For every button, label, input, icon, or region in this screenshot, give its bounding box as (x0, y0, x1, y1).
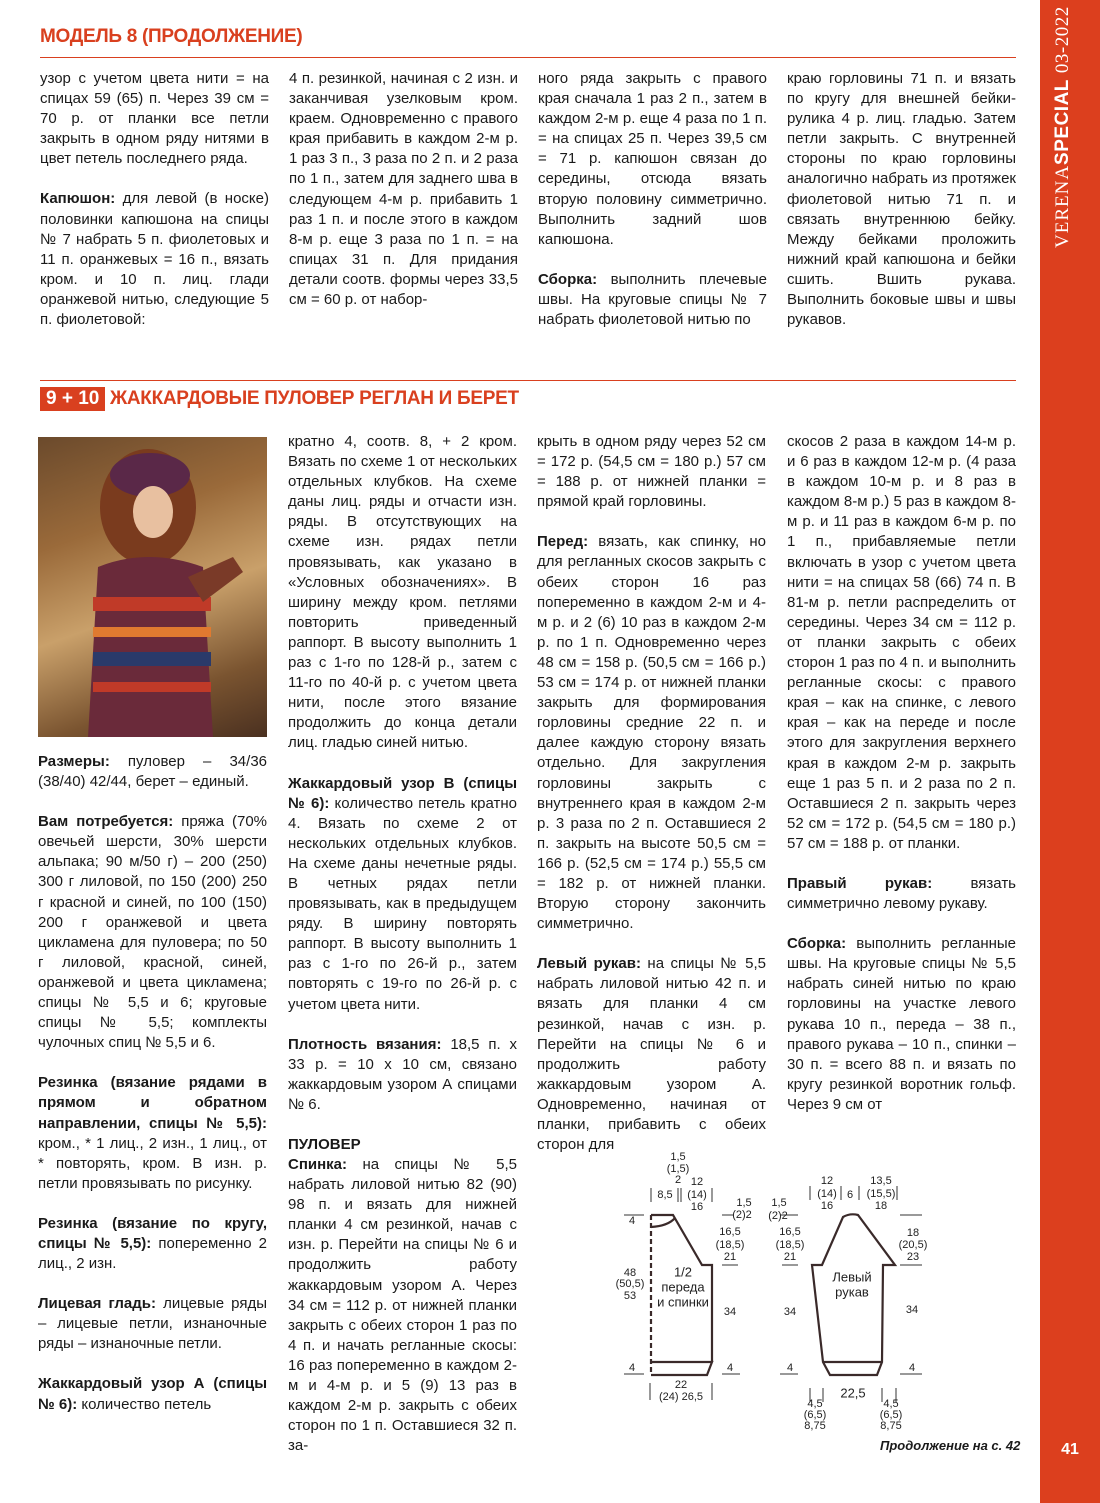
page-number: 41 (1061, 1441, 1079, 1458)
paragraph-lead: Размеры: (38, 753, 110, 770)
piece-label: рукав (835, 1284, 869, 1300)
sleeve-dimension-labels (768, 1175, 927, 1432)
dim-label: 12 (820, 1174, 834, 1187)
dim-label: 4 (628, 1214, 636, 1227)
paragraph-lead: Перед: (537, 533, 589, 551)
dim-label: (50,5) (615, 1277, 645, 1290)
paragraph-text: выполнить плечевые швы. На круговые спицы № 7 набрать фиолетовой нитью по (538, 270, 767, 329)
dim-label: (14) (687, 1188, 707, 1201)
dim-label: 21 (723, 1250, 737, 1263)
paragraph-text: количество петель (81, 1395, 212, 1413)
paragraph-text: скосов 2 раза в каждом 14-м р. и 6 раз в каждом 12-м р. (4 раза в каждом 10-м р. и 8 раз в каждом 8-м р.) 5 раз в каждом 8-м р. и 11 раз в каждом 6-м р. по 1 п., прибавляемые петли включать в узор с учетом цвета нити = на спицах 58 (66) 74 п. В 81-м р. петли распределить от середины. Через 34 см = 112 р. от планки закрыть с обеих сторон 1 раз по 4 п. и выполнить регланные скосы: с правого края – как на спинке, с левого края – как на переде и после этого для закругления верхнего края в каждом 2-м р. закрыть еще 1 раз 5 п. и 2 раза по 2 п. Оставшиеся 2 п. закрыть через 52 см = 172 р. (54,5 см = 180 р.) 57 см = 188 р. от планки. (787, 433, 1016, 852)
model-number-badge: 9 + 10 (40, 387, 105, 411)
paragraph-text: 4 п. резинкой, начиная с 2 изн. и заканчивая узелковым кром. краем. Одновременно с правого края прибавить в каждом 2-м р. 1 раз 3 п., 3 раза по 2 п. и 2 раза по 1 п., затем для заднего шва в следующем 4-м р. прибавить 1 раз 1 п. и после этого в каждом 8-м р. еще 3 раза по 1 п. = на спицах 31 п. Для придания детали соотв. формы через 33,5 см = 60 р. от набор- (289, 70, 518, 309)
paragraph-text: 18,5 п. х 33 р. = 10 х 10 см, связано жаккардовым узором А спицами № 6. (288, 1035, 517, 1113)
neckline (651, 1218, 675, 1227)
dim-label: (6,5) (803, 1408, 827, 1421)
dim-label: 4,5 (883, 1397, 899, 1410)
dim-label: 4 (908, 1361, 916, 1374)
dim-label: 13,5 (870, 1174, 892, 1187)
paragraph-text: вязать, как спинку, но для регланных скосов закрыть с обеих сторон 16 раз попеременно в каждом 2-м и 4-м р. и 2 (6) 10 раз в каждом 2-м р. по 1 п. Одновременно через 48 см = 158 р. (50,5 см = 166 р.) 53 см = 174 р. от нижней планки закрыть для формирования горловины средние 22 п. и далее каждую сторону вязать отдельно. Для закругления горловины закрыть с внутреннего края в каждом 2-м р. 3 раза по 2 п. Оставшиеся 2 п. закрыть на высоте 50,5 см = 166 р. (52,5 см = 174 р.) 55,5 см = 182 р. от нижней планки. Вторую сторону закончить симметрично. (537, 533, 766, 933)
dim-label: (18,5) (715, 1238, 745, 1251)
paragraph-text: количество петель кратно 4. Вязать по схеме 2 от нескольких отдельных клубков. На схеме даны нечетные ряды. В четных рядах петли провязывать, как в предыдущем ряду. В ширину повторять раппорт. В высоту выполнить 1 раз с 1-го по 26-й р., затем повторять с 19-го по 26-й р. с учетом цвета нити. (288, 794, 517, 1013)
piece-label: переда (661, 1279, 705, 1295)
paragraph-lead: Сборка: (787, 935, 847, 953)
dim-label: 16,5 (719, 1225, 741, 1238)
issue-number: 03-2022 (1052, 6, 1073, 74)
dim-label: (2)2 (732, 1208, 752, 1221)
paragraph-lead: Левый рукав: (537, 955, 641, 973)
dim-label: 16,5 (779, 1225, 801, 1238)
dim-label: 34 (783, 1305, 797, 1318)
dim-label: 8,75 (880, 1419, 902, 1432)
paragraph-lead: Лицевая гладь: (38, 1295, 156, 1313)
paragraph-text: крыть в одном ряду через 52 см = 172 р. (54,5 см = 180 р.) 57 см = 188 р. от нижней планки = прямой край горловины. (537, 433, 766, 511)
section-title-model-8: МОДЕЛЬ 8 (ПРОДОЛЖЕНИЕ) (40, 26, 303, 47)
dim-label: 18 (874, 1199, 888, 1212)
dim-label: (14) (817, 1187, 837, 1200)
paragraph-text: для левой (в носке) половинки капюшона на спицы № 7 набрать 5 п. фиолетовых и 11 п. оранжевых = 16 п., вязать кром. и 10 п. лиц. глади оранжевой нитью, следующие 5 п. фиолетовой: (40, 190, 269, 329)
dim-label: 48 (623, 1266, 637, 1279)
paragraph-lead: Спинка: (288, 1156, 348, 1173)
paragraph-lead: Вам потребуется: (38, 813, 174, 831)
dim-label: 34 (905, 1303, 919, 1316)
piece-label: Левый (832, 1269, 872, 1285)
dim-label: 4 (786, 1361, 794, 1374)
dim-label: 1,5 (736, 1196, 752, 1209)
dim-label: 53 (623, 1289, 637, 1302)
dim-label: (6,5) (879, 1408, 903, 1421)
paragraph-lead: Резинка (вязание рядами в прямом и обратном направлении, спицы № 5,5): (38, 1074, 267, 1132)
dim-label: 4,5 (807, 1397, 823, 1410)
paragraph-lead: Капюшон: (40, 190, 116, 208)
dim-label: 22 (674, 1378, 688, 1391)
dim-label: 1,5 (670, 1150, 686, 1163)
dim-label: 1,5 (771, 1196, 787, 1209)
paragraph-text: узор с учетом цвета нити = на спицах 59 (65) п. Через 39 см = 70 р. от планки все петли закрыть в одном ряду нитями в цвет петель последнего ряда. (40, 70, 269, 168)
paragraph-text: выполнить регланные швы. На круговые спицы № 5,5 набрать синей нитью по краю горловины на участке левого рукава 10 п., переда – 38 п., правого рукава – 10 п., спинки – 30 п. = всего 88 п. и вязать по кругу резинкой воротник гольф. Через 9 см от (787, 935, 1017, 1113)
piece-label: 1/2 (673, 1264, 693, 1280)
paragraph-text: на спицы № 5,5 набрать лиловой нитью 82 (90) 98 п. и вязать для нижней планки 4 см резинкой, начав с изн. р. Перейти на спицы № 6 и продолжить работу жаккардовым узором А. Через 34 см = 112 р. от нижней планки закрыть с обеих сторон 1 раз по 4 п. и начать регланные скосы: 16 раз попеременно в каждом 2-м и 4-м р. и 5 (9) 13 раз в каждом 2-м р. закрыть с обеих сторон по 1 п. Оставшиеся 32 п. за- (288, 1156, 517, 1455)
piece-label: и спинки (657, 1294, 709, 1310)
dim-label: 2 (674, 1173, 682, 1186)
paragraph-text: краю горловины 71 п. и вязать по кругу для внешней бейки-рулика 4 р. лиц. гладью. Затем петли закрыть. С внутренней стороны по краю горловины аналогично набрать из протяжек фиолетовой нитью 71 п. и связать внутреннюю бейку. Между бейками проложить нижний край капюшона и бейки сшить. Вшить рукава. Выполнить боковые швы и швы рукавов. (787, 70, 1016, 329)
dim-label: 16 (820, 1199, 834, 1212)
subsection-heading: ПУЛОВЕР (288, 1136, 361, 1153)
paragraph-lead: Жаккардовый узор А (спицы № 6): (38, 1375, 267, 1413)
paragraph-text: пряжа (70% овечьей шерсти, 30% шерсти альпака; 90 м/50 г) – 200 (250) 300 г лиловой, по 150 (200) 250 г красной и синей, по 100 (150) 200 г оранжевой и цвета цикламена для пуловера; по 50 г лиловой, красной, синей, оранжевой и цвета цикламена; спицы № 5,5 и 6; круговые спицы № 5,5; комплекты чулочных спиц № 5,5 и 6. (38, 813, 267, 1052)
paragraph-text: вязать симметрично левому рукаву. (787, 874, 1016, 913)
dim-label: (15,5) (866, 1187, 896, 1200)
paragraph-lead: Правый рукав: (787, 874, 933, 892)
dim-label: 4 (726, 1361, 734, 1374)
dim-label: (1,5) (666, 1162, 690, 1175)
paragraph-text: ного ряда закрыть с правого края сначала 1 раз 2 п., затем в каждом 2-м р. еще 4 раза по 1 п. = на спицах 25 п. Через 39,5 см = 71 р. капюшон связан до середины, отсюда вязать вторую половину симметрично. Выполнить задний шов капюшона. (538, 70, 767, 248)
paragraph-text: кратно 4, соотв. 8, + 2 кром. Вязать по схеме 1 от нескольких отдельных клубков. На схеме даны лиц. ряды и отчасти изн. ряды. В отсутствующих на схеме изн. рядах петли провязывать, как указано в «Условных обозначениях». В ширину между кром. петлями повторить приведенный раппорт. В высоту выполнить 1 раз с 1-го по 128-й р., затем с 11-го по 40-й р. с учетом цвета нити, после этого вязание продолжить до конца детали лиц. гладью синей нитью. (288, 433, 517, 752)
brand-special: SPECIAL (1052, 79, 1073, 165)
dim-label: 8,75 (804, 1419, 826, 1432)
dim-label: 4 (628, 1361, 636, 1374)
paragraph-lead: Резинка (вязание по кругу, спицы № 5,5): (38, 1214, 267, 1252)
paragraph-text: пуловер – 34/36 (38/40) 42/44, берет – единый. (38, 753, 267, 791)
dim-label: (24) 26,5 (658, 1390, 704, 1403)
paragraph-text: лицевые ряды – лицевые петли, изнаночные ряды – изнаночные петли. (38, 1295, 267, 1353)
continued-note: Продолжение на с. 42 (880, 1438, 1021, 1453)
dim-label: 16 (690, 1200, 704, 1213)
paragraph-text: попеременно 2 лиц., 2 изн. (38, 1234, 267, 1273)
dim-label: 23 (906, 1250, 920, 1263)
brand-name: VERENA (1052, 164, 1073, 248)
dim-label: 8,5 (657, 1188, 673, 1201)
dim-label: 18 (906, 1226, 920, 1239)
body-dimension-labels (616, 1151, 752, 1403)
paragraph-text: кром., * 1 лиц., 2 изн., 1 лиц., от * повторять, кром. В изн. р. петли провязывать по рисунку. (38, 1134, 267, 1192)
section-title: ЖАККАРДОВЫЕ ПУЛОВЕР РЕГЛАН И БЕРЕТ (110, 388, 519, 409)
dim-label: 21 (783, 1250, 797, 1263)
paragraph-lead: Плотность вязания: (288, 1035, 442, 1053)
dim-label: 22,5 (840, 1385, 866, 1401)
dim-label: 12 (690, 1175, 704, 1188)
dim-label: (2)2 (768, 1209, 788, 1222)
paragraph-lead: Сборка: (538, 270, 598, 288)
dim-label: 34 (723, 1305, 737, 1318)
dim-label: 6 (846, 1188, 854, 1201)
paragraph-lead: Жаккардовый узор В (спицы № 6): (288, 774, 517, 812)
dim-label: (18,5) (775, 1238, 805, 1251)
dim-label: (20,5) (898, 1238, 928, 1251)
paragraph-text: на спицы № 5,5 набрать лиловой нитью 42 п. и вязать для планки 4 см резинкой, начав с изн. р. Перейти на спицы № 6 и продолжить работу жаккардовым узором А. Одновременно, начиная от планки, прибавить с обеих сторон для (537, 955, 766, 1154)
